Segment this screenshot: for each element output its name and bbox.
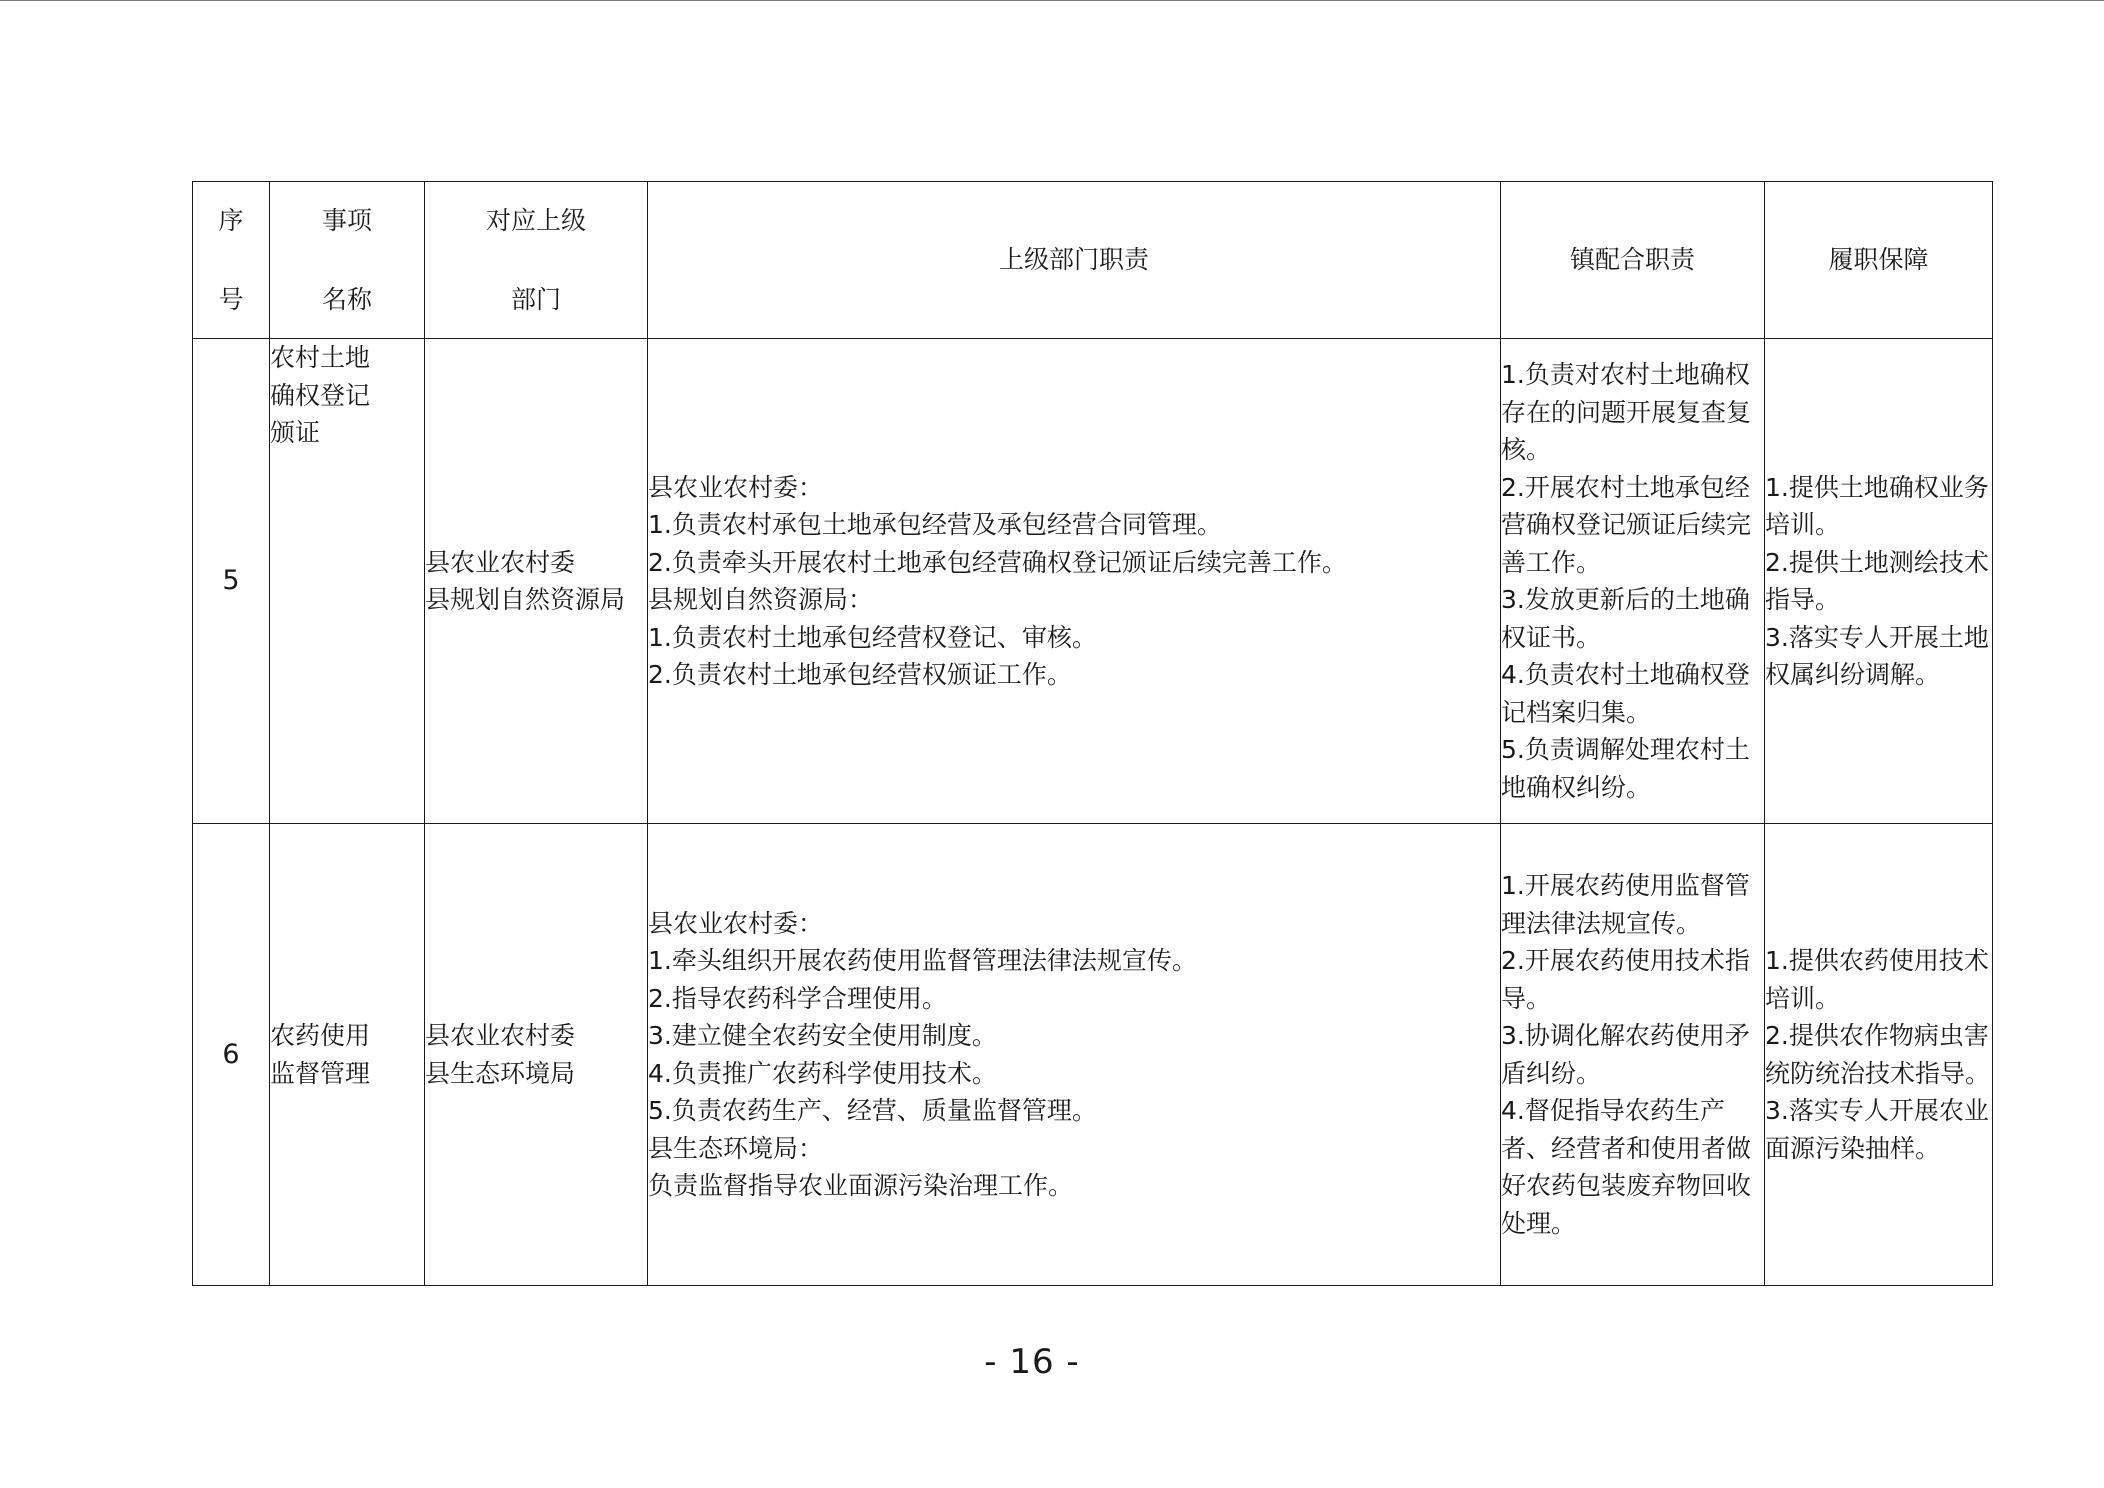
upper-duty-line: 1.负责农村承包土地承包经营及承包经营合同管理。 xyxy=(648,510,1222,539)
row-upper-duties-cell xyxy=(648,339,1501,824)
table-header-row xyxy=(193,182,1993,339)
upper-dept-line: 县生态环境局 xyxy=(425,1058,576,1088)
upper-dept-line: 县农业农村委 xyxy=(425,1021,576,1050)
header-guarantee: 履职保障 xyxy=(1765,182,1993,339)
upper-duty-line: 县规划自然资源局： xyxy=(648,585,874,614)
header-seq-line-1: 序 xyxy=(218,206,244,235)
table-row xyxy=(193,339,1993,824)
town-duty-item: 2.开展农村土地承包经营确权登记颁证后续完善工作。 xyxy=(1501,472,1752,577)
page-number: - 16 - xyxy=(984,1342,1080,1382)
upper-duty-line: 3.建立健全农药安全使用制度。 xyxy=(648,1021,997,1050)
town-duty-item: 1.负责对农村土地确权存在的问题开展复查复核。 xyxy=(1501,360,1752,464)
row-town-duties-cell xyxy=(1501,339,1765,824)
upper-duty-line: 2.负责牵头开展农村土地承包经营确权登记颁证后续完善工作。 xyxy=(648,547,1347,577)
guarantee-item: 1.提供土地确权业务培训。 xyxy=(1765,472,1989,539)
header-item-name xyxy=(270,182,425,339)
row-item-name-cell xyxy=(270,339,425,824)
upper-duty-line: 县农业农村委： xyxy=(648,908,824,938)
header-item-name-line-1: 事项 xyxy=(321,206,372,235)
guarantee-item: 1.提供农药使用技术培训。 xyxy=(1765,946,1989,1013)
header-seq xyxy=(193,182,270,339)
top-border-rule xyxy=(0,0,2104,1)
item-name-line: 农药使用 xyxy=(270,1021,371,1050)
row-guarantee-cell xyxy=(1765,824,1993,1286)
upper-dept-line: 县规划自然资源局 xyxy=(425,585,626,614)
item-name-line: 颁证 xyxy=(270,418,321,447)
guarantee-item: 2.提供土地测绘技术指导。 xyxy=(1765,547,1989,614)
town-duty-item: 1.开展农药使用监督管理法律法规宣传。 xyxy=(1501,871,1750,938)
upper-duty-line: 负责监督指导农业面源污染治理工作。 xyxy=(648,1171,1074,1200)
guarantee-item: 3.落实专人开展农业面源污染抽样。 xyxy=(1765,1096,1989,1163)
item-name-line: 监督管理 xyxy=(270,1058,371,1088)
upper-duty-line: 1.负责农村土地承包经营权登记、审核。 xyxy=(648,622,1097,652)
header-seq-line-2: 号 xyxy=(218,284,244,314)
upper-dept-line: 县农业农村委 xyxy=(425,547,576,577)
row-guarantee-cell xyxy=(1765,339,1993,824)
header-upper-dept xyxy=(425,182,648,339)
table-row xyxy=(193,824,1993,1286)
header-upper-duties: 上级部门职责 xyxy=(648,182,1501,339)
town-duty-item: 4.督促指导农药生产者、经营者和使用者做好农药包装废弃物回收处理。 xyxy=(1501,1096,1752,1238)
header-town-duties: 镇配合职责 xyxy=(1501,182,1765,339)
upper-duty-line: 5.负责农药生产、经营、质量监督管理。 xyxy=(648,1096,1097,1125)
guarantee-item: 2.提供农作物病虫害统防统治技术指导。 xyxy=(1765,1021,1991,1088)
row-upper-dept-cell xyxy=(425,824,648,1286)
row-item-name-cell xyxy=(270,824,425,1286)
town-duty-item: 3.发放更新后的土地确权证书。 xyxy=(1501,585,1750,652)
guarantee-item: 3.落实专人开展土地权属纠纷调解。 xyxy=(1765,622,1989,689)
upper-duty-line: 4.负责推广农药科学使用技术。 xyxy=(648,1058,997,1088)
header-upper-dept-line-2: 部门 xyxy=(510,284,561,314)
row-seq-cell: 6 xyxy=(193,824,270,1286)
upper-duty-line: 县生态环境局： xyxy=(648,1133,824,1163)
duties-table xyxy=(192,181,1993,1286)
town-duty-item: 3.协调化解农药使用矛盾纠纷。 xyxy=(1501,1021,1750,1088)
header-item-name-line-2: 名称 xyxy=(321,284,372,314)
item-name-line: 农村土地 xyxy=(270,343,371,372)
town-duty-item: 5.负责调解处理农村土地确权纠纷。 xyxy=(1501,735,1750,802)
header-upper-dept-line-1: 对应上级 xyxy=(485,206,586,235)
upper-duty-line: 县农业农村委： xyxy=(648,472,824,502)
upper-duty-line: 2.负责农村土地承包经营权颁证工作。 xyxy=(648,660,1072,689)
town-duty-item: 2.开展农药使用技术指导。 xyxy=(1501,946,1750,1013)
town-duty-item: 4.负责农村土地确权登记档案归集。 xyxy=(1501,660,1750,727)
row-town-duties-cell xyxy=(1501,824,1765,1286)
upper-duty-line: 2.指导农药科学合理使用。 xyxy=(648,983,947,1013)
row-seq-cell: 5 xyxy=(193,339,270,824)
row-upper-duties-cell xyxy=(648,824,1501,1286)
item-name-line: 确权登记 xyxy=(270,380,371,410)
upper-duty-line: 1.牵头组织开展农药使用监督管理法律法规宣传。 xyxy=(648,946,1197,975)
row-upper-dept-cell xyxy=(425,339,648,824)
